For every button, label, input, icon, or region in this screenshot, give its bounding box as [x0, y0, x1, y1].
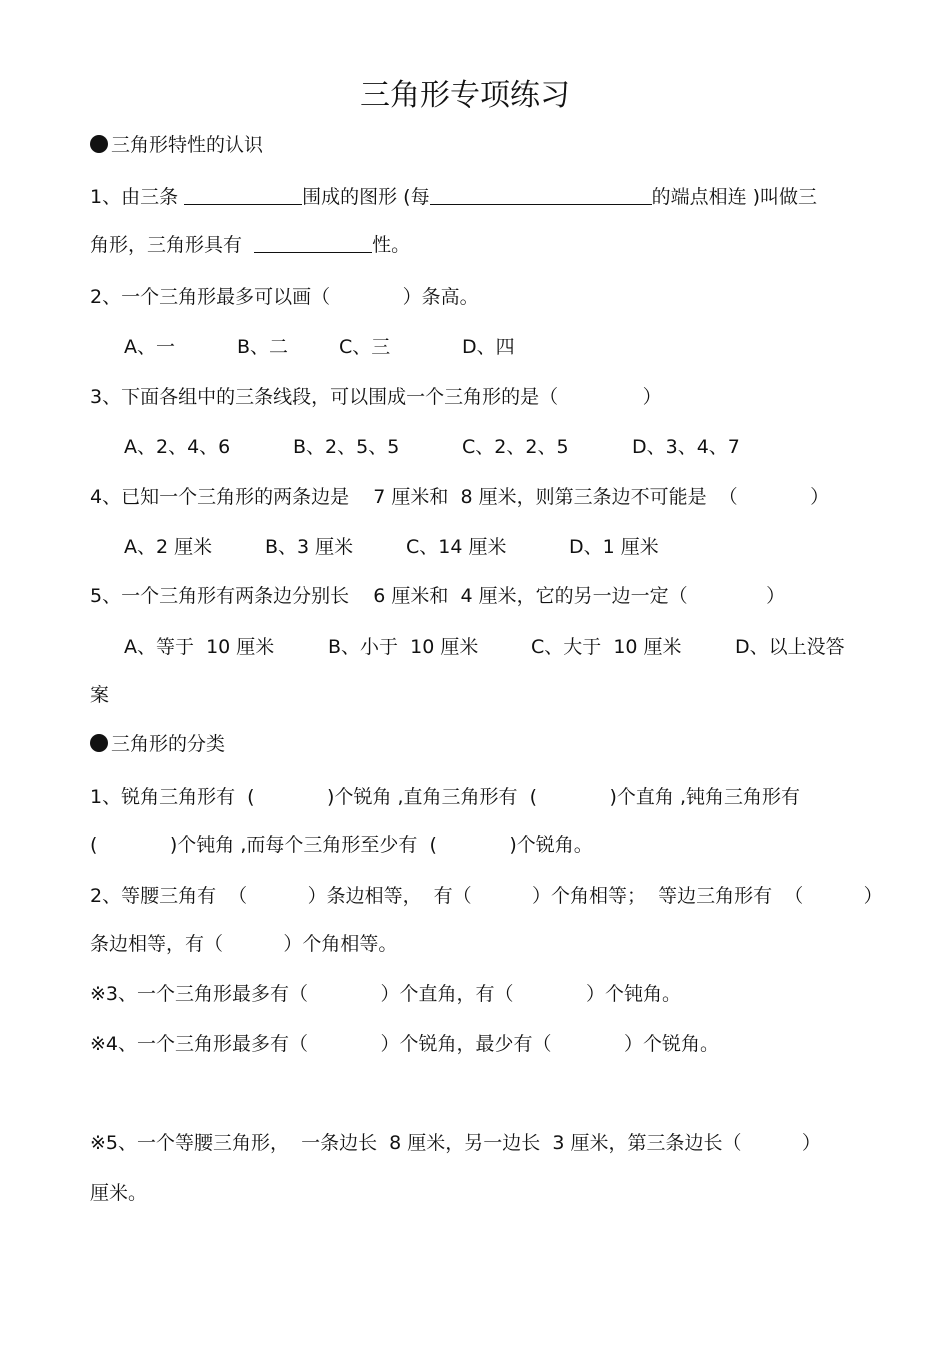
option-b[interactable]: B、2、5、5: [293, 436, 400, 458]
question-text: 角形，三角形具有: [90, 234, 243, 256]
classification-question-1-line-2: ( )个钝角 ,而每个三角形至少有 ( )个锐角。: [90, 834, 593, 856]
option-a[interactable]: A、等于 10 厘米: [124, 636, 275, 658]
option-c[interactable]: C、14 厘米: [406, 536, 507, 558]
option-d[interactable]: D、1 厘米: [569, 536, 659, 558]
classification-question-5-line-1: ※5、一个等腰三角形， 一条边长 8 厘米，另一边长 3 厘米，第三条边长（ ）: [90, 1132, 821, 1154]
option-c[interactable]: C、大于 10 厘米: [531, 636, 682, 658]
option-a[interactable]: A、一: [124, 336, 175, 358]
option-d[interactable]: D、以上没答: [735, 636, 845, 658]
question-text: 的端点相连 )叫做三: [651, 186, 818, 208]
question-text: 围成的图形 (每: [302, 186, 430, 208]
classification-question-3: ※3、一个三角形最多有（ ）个直角，有（ ）个钝角。: [90, 983, 681, 1005]
question-2: 2、一个三角形最多可以画（ ）条高。: [90, 286, 479, 308]
classification-question-2-line-1: 2、等腰三角有 （ ）条边相等， 有（ ）个角相等； 等边三角形有 （ ）: [90, 885, 883, 907]
section-heading-characteristics: [90, 132, 263, 158]
classification-question-2-line-2: 条边相等，有（ ）个角相等。: [90, 933, 398, 955]
option-b[interactable]: B、3 厘米: [265, 536, 354, 558]
option-b[interactable]: B、二: [237, 336, 289, 358]
option-a[interactable]: A、2 厘米: [124, 536, 213, 558]
bullet-icon: [90, 135, 108, 153]
fill-blank[interactable]: [430, 186, 652, 205]
section-heading-text: 三角形特性的认识: [111, 134, 264, 156]
option-d[interactable]: D、四: [462, 336, 515, 358]
question-5: 5、一个三角形有两条边分别长 6 厘米和 4 厘米，它的另一边一定（ ）: [90, 585, 786, 607]
classification-question-4: ※4、一个三角形最多有（ ）个锐角，最少有（ ）个锐角。: [90, 1033, 719, 1055]
section-heading-classification: [90, 731, 225, 757]
page-title: 三角形专项练习: [360, 78, 570, 113]
fill-blank[interactable]: [184, 186, 302, 205]
question-4: 4、已知一个三角形的两条边是 7 厘米和 8 厘米，则第三条边不可能是 （ ）: [90, 486, 830, 508]
classification-question-1-line-1: 1、锐角三角形有 ( )个锐角 ,直角三角形有 ( )个直角 ,钝角三角形有: [90, 786, 801, 808]
bullet-icon: [90, 734, 108, 752]
option-a[interactable]: A、2、4、6: [124, 436, 231, 458]
option-c[interactable]: C、2、2、5: [462, 436, 569, 458]
question-3: 3、下面各组中的三条线段，可以围成一个三角形的是（ ）: [90, 386, 662, 408]
question-text: 1、由三条: [90, 186, 179, 208]
question-1-line-2: [90, 232, 410, 258]
question-1-line-1: [90, 184, 817, 210]
option-c[interactable]: C、三: [339, 336, 391, 358]
option-d[interactable]: D、3、4、7: [632, 436, 740, 458]
question-text: 性。: [372, 234, 411, 256]
fill-blank[interactable]: [254, 234, 372, 253]
option-d-continuation: 案: [90, 684, 110, 706]
classification-question-5-line-2: 厘米。: [90, 1182, 148, 1204]
option-b[interactable]: B、小于 10 厘米: [328, 636, 479, 658]
section-heading-text: 三角形的分类: [111, 733, 226, 755]
